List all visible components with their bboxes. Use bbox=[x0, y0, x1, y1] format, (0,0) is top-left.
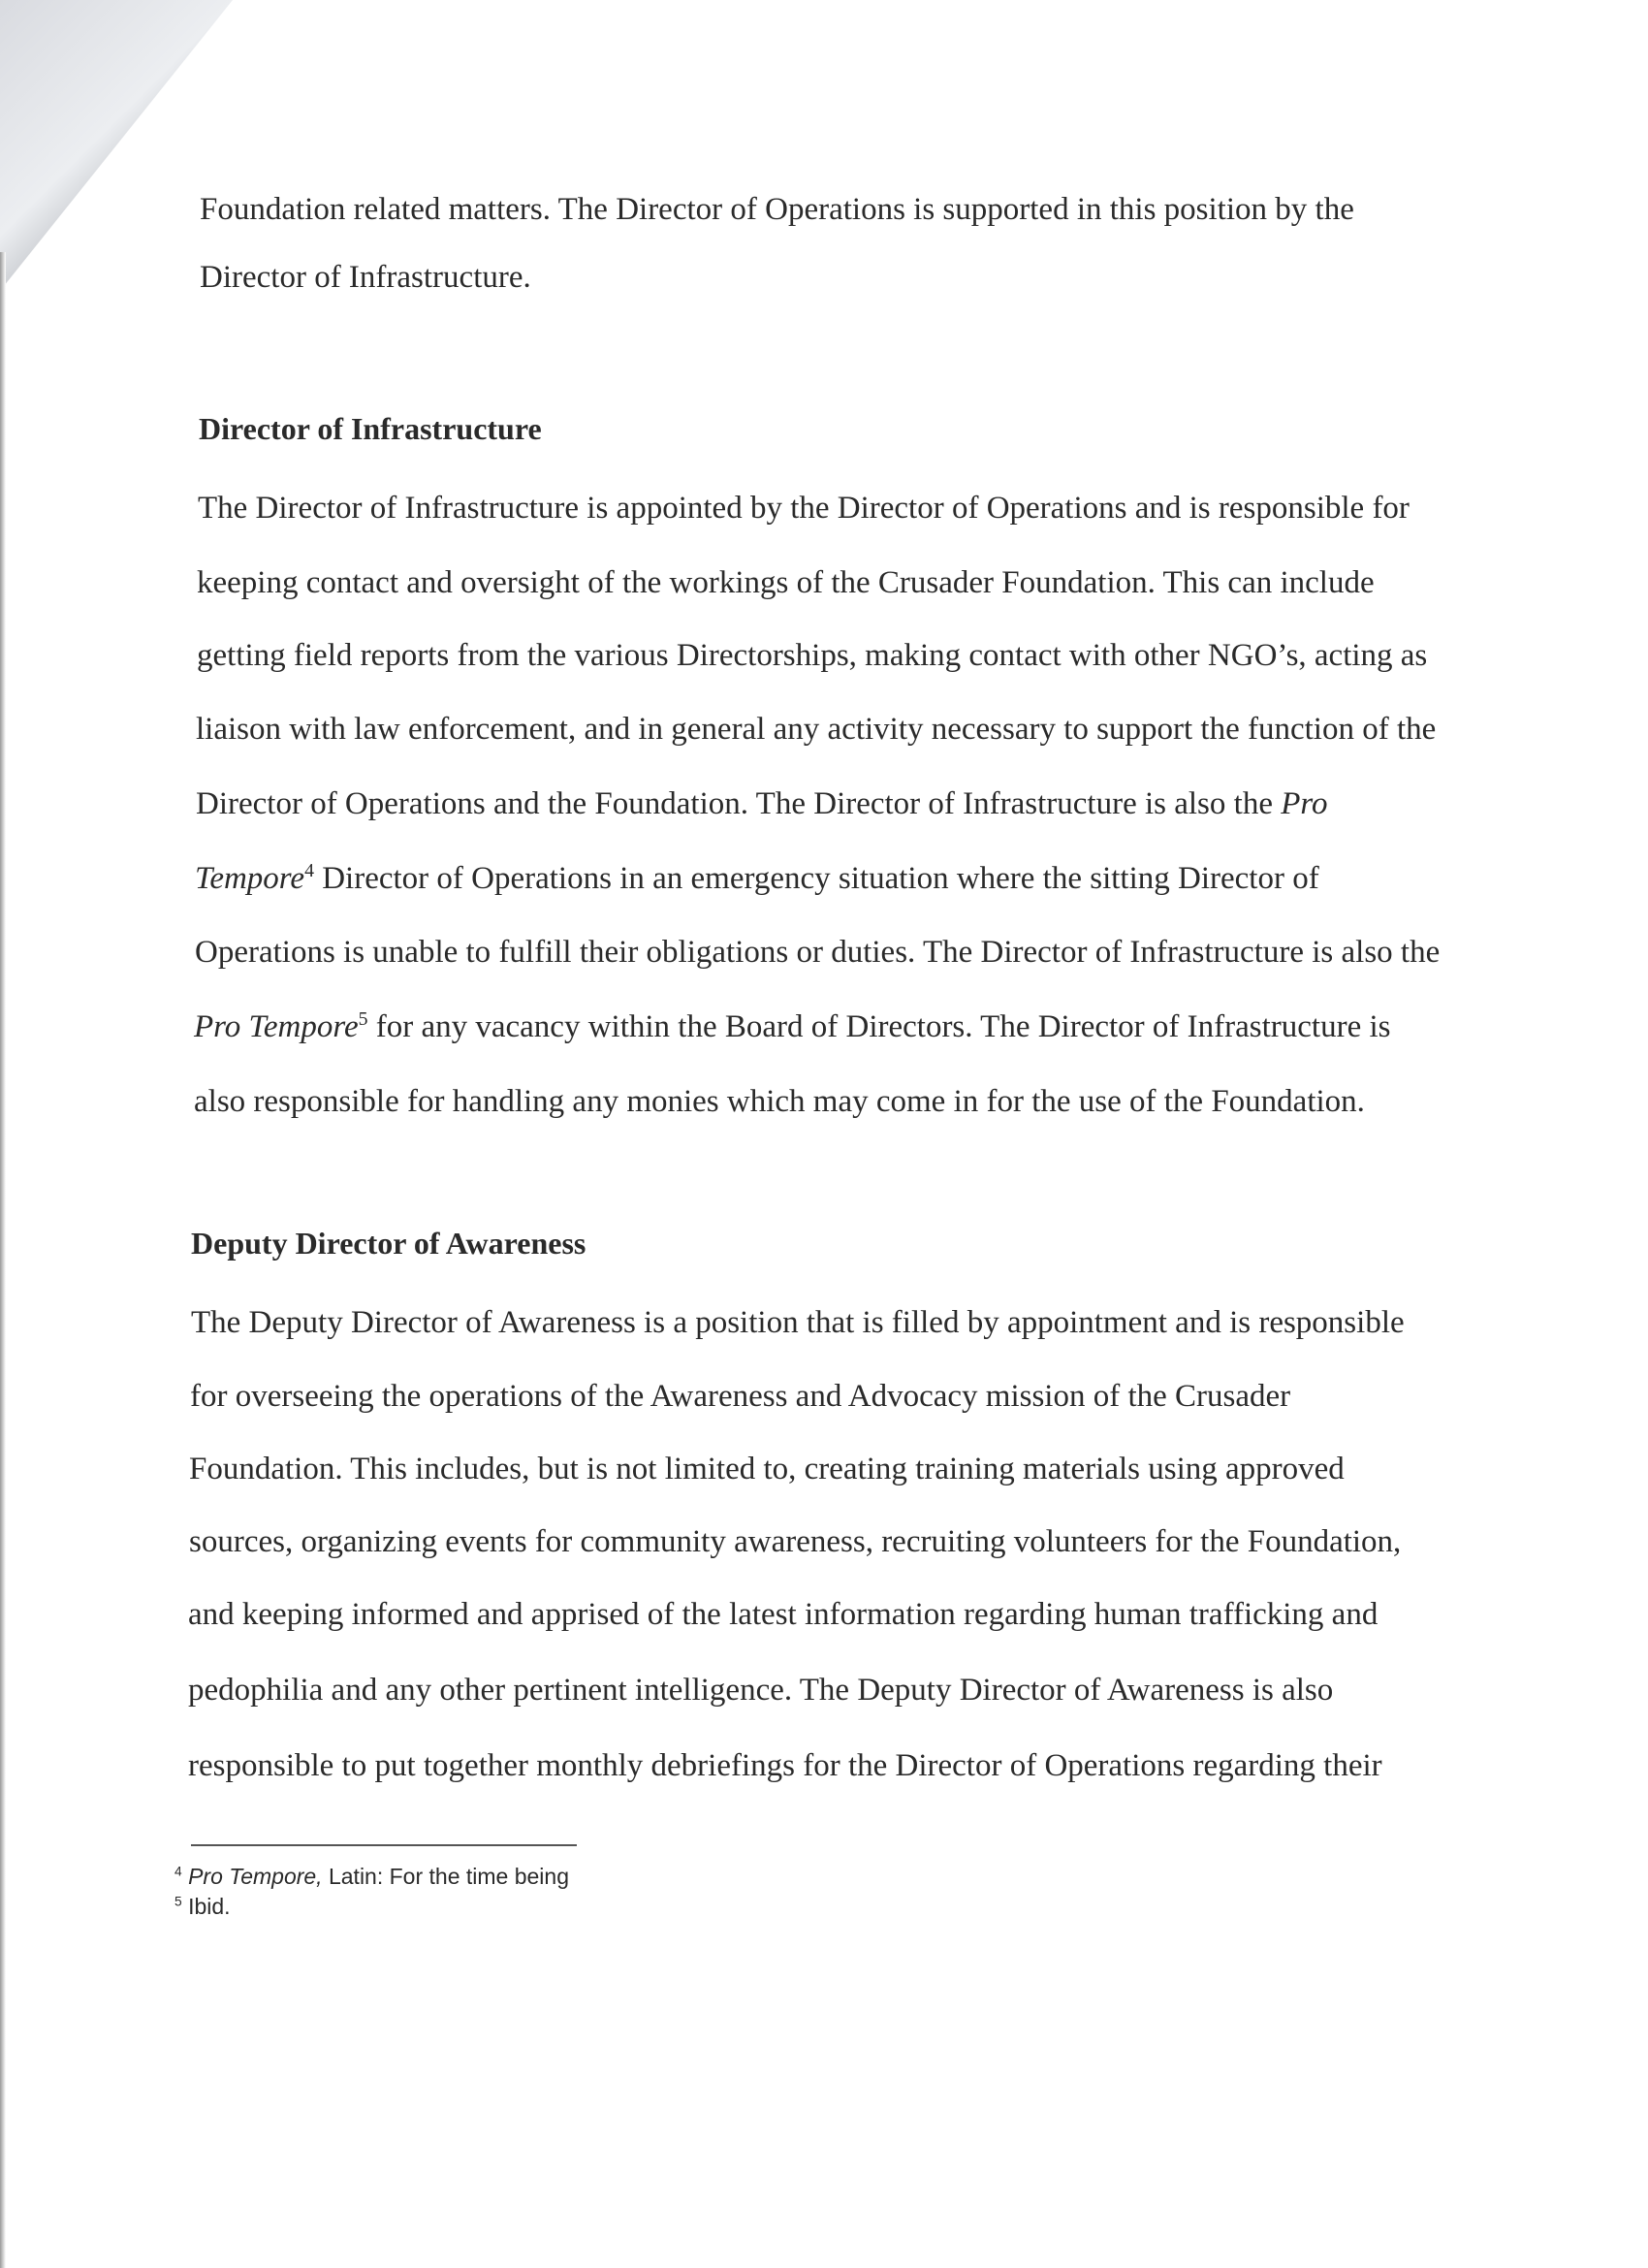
footnote-separator bbox=[191, 1844, 577, 1846]
section-heading: Director of Infrastructure bbox=[199, 411, 542, 446]
page-fold-shadow bbox=[0, 0, 233, 291]
body-line: sources, organizing events for community awareness, recruiting volunteers for the Foundation, bbox=[189, 1524, 1402, 1559]
body-line: getting field reports from the various Directorships, making contact with other NGO’s, acting as bbox=[197, 638, 1428, 673]
text: Director of Operations and the Foundation. The Director of Infrastructure is also the bbox=[196, 786, 1282, 821]
footnote-number: 5 bbox=[174, 1894, 182, 1909]
text: for any vacancy within the Board of Directors. The Director of Infrastructure is bbox=[367, 1009, 1391, 1044]
body-line: Operations is unable to fulfill their obligations or duties. The Director of Infrastructure is also the bbox=[195, 935, 1441, 970]
body-line: liaison with law enforcement, and in general any activity necessary to support the function of the bbox=[196, 712, 1437, 747]
body-line: also responsible for handling any monies which may come in for the use of the Foundation. bbox=[194, 1084, 1365, 1119]
body-line: for overseeing the operations of the Awareness and Advocacy mission of the Crusader bbox=[190, 1379, 1291, 1414]
text: Latin: For the time being bbox=[322, 1864, 569, 1889]
body-line: Foundation related matters. The Director of Operations is supported in this position by the bbox=[200, 192, 1354, 227]
body-line: The Deputy Director of Awareness is a position that is filled by appointment and is responsible bbox=[191, 1305, 1405, 1340]
footnote-ref: 5 bbox=[358, 1008, 368, 1030]
footnote-number: 4 bbox=[174, 1864, 182, 1879]
text: Director of Operations in an emergency situation where the sitting Director of bbox=[313, 861, 1319, 896]
page-edge-shadow bbox=[0, 252, 6, 2268]
section-heading: Deputy Director of Awareness bbox=[191, 1226, 586, 1261]
footnote bbox=[174, 1894, 231, 1920]
italic-text: Tempore bbox=[195, 861, 305, 896]
body-line bbox=[194, 1010, 1391, 1043]
footnote bbox=[174, 1864, 569, 1890]
body-line: Director of Infrastructure. bbox=[200, 260, 531, 295]
body-line: responsible to put together monthly debriefings for the Director of Operations regarding their bbox=[188, 1748, 1382, 1783]
body-line: pedophilia and any other pertinent intelligence. The Deputy Director of Awareness is also bbox=[188, 1673, 1334, 1708]
body-line: The Director of Infrastructure is appointed by the Director of Operations and is responsible for bbox=[198, 491, 1410, 526]
body-line: keeping contact and oversight of the workings of the Crusader Foundation. This can include bbox=[197, 565, 1375, 600]
body-line bbox=[195, 862, 1319, 895]
body-line: and keeping informed and apprised of the latest information regarding human trafficking and bbox=[188, 1597, 1379, 1632]
italic-text: Pro Tempore, bbox=[188, 1864, 323, 1889]
body-line bbox=[196, 788, 1328, 820]
footnote-ref: 4 bbox=[304, 860, 314, 881]
text: Ibid. bbox=[188, 1894, 231, 1919]
body-line: Foundation. This includes, but is not limited to, creating training materials using approved bbox=[189, 1452, 1345, 1486]
italic-text: Pro Tempore bbox=[194, 1009, 359, 1044]
italic-text: Pro bbox=[1281, 786, 1328, 821]
